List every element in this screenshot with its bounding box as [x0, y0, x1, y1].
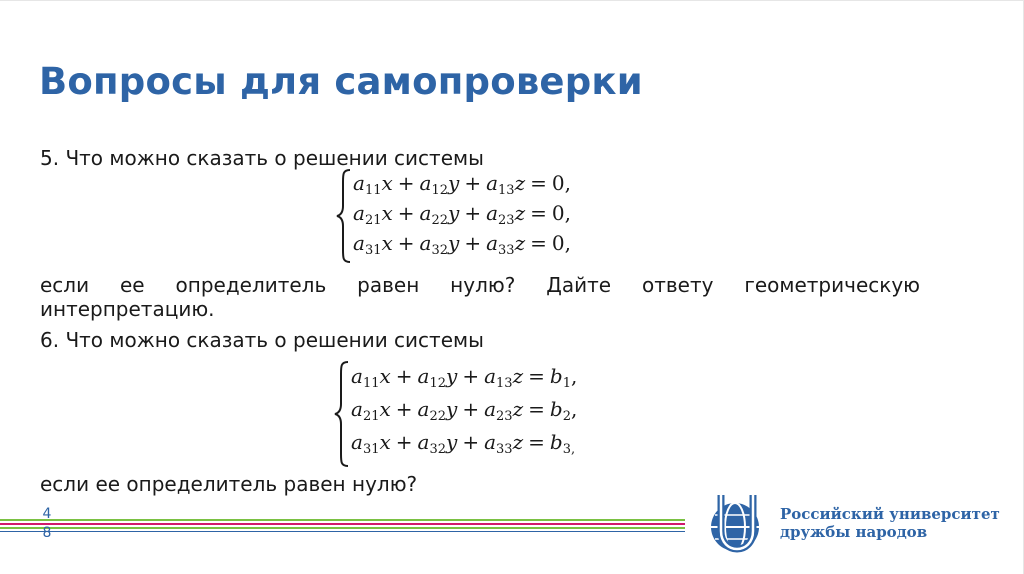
- page-number-digit: 4: [42, 506, 52, 522]
- rhs-symbol: b: [549, 397, 563, 421]
- variable: z: [512, 364, 524, 388]
- coefficient-symbol: a: [484, 430, 497, 454]
- variable: z: [514, 231, 526, 255]
- variable: z: [512, 430, 524, 454]
- coefficient-index: 22: [431, 213, 449, 228]
- coefficient-symbol: a: [353, 201, 365, 225]
- equation-row: [351, 426, 577, 459]
- variable: x: [379, 397, 391, 421]
- equals-sign: =: [528, 397, 545, 421]
- variable: x: [379, 430, 391, 454]
- slide-border-top: [0, 0, 1024, 1]
- brace-icon: [333, 360, 351, 468]
- coefficient-symbol: a: [351, 397, 363, 421]
- coefficient-index: 11: [362, 376, 380, 391]
- variable: z: [514, 201, 526, 225]
- coefficient-symbol: a: [419, 201, 432, 225]
- equation-row: [351, 360, 577, 393]
- variable: z: [512, 397, 524, 421]
- variable: x: [379, 364, 391, 388]
- coefficient-symbol: a: [351, 430, 363, 454]
- coefficient-index: 32: [429, 442, 447, 457]
- coefficient-index: 23: [496, 409, 513, 424]
- equals-sign: =: [530, 231, 547, 255]
- row-terminator: ,: [564, 171, 571, 195]
- row-terminator: ,: [570, 364, 578, 388]
- variable: y: [448, 201, 460, 225]
- variable: y: [446, 397, 458, 421]
- coefficient-index: 12: [431, 183, 449, 198]
- equation-row: [353, 198, 571, 228]
- coefficient-symbol: a: [484, 397, 497, 421]
- rhs-symbol: b: [549, 364, 563, 388]
- plus-sign: +: [462, 430, 480, 454]
- variable: x: [381, 171, 393, 195]
- rhs-index: 3,: [562, 442, 576, 457]
- stripe-green: [0, 519, 685, 521]
- equals-sign: =: [528, 364, 545, 388]
- coefficient-index: 22: [429, 409, 447, 424]
- coefficient-symbol: a: [486, 201, 499, 225]
- coefficient-index: 21: [364, 213, 382, 228]
- coefficient-index: 13: [496, 376, 513, 391]
- organization-name-line: дружбы народов: [780, 523, 928, 541]
- coefficient-symbol: a: [419, 231, 432, 255]
- coefficient-index: 11: [364, 183, 382, 198]
- plus-sign: +: [395, 364, 413, 388]
- rudn-globe-logo-icon: [707, 491, 767, 555]
- question-5-intro: 5. Что можно сказать о решении системы: [40, 146, 484, 170]
- variable: x: [381, 201, 393, 225]
- variable: y: [446, 430, 458, 454]
- coefficient-symbol: a: [486, 231, 499, 255]
- rhs-value: 0: [551, 201, 565, 225]
- rhs-index: 1: [562, 376, 571, 391]
- coefficient-index: 33: [498, 243, 515, 258]
- equals-sign: =: [530, 171, 547, 195]
- coefficient-symbol: a: [353, 231, 365, 255]
- plus-sign: +: [462, 364, 480, 388]
- plus-sign: +: [397, 201, 415, 225]
- coefficient-index: 32: [431, 243, 449, 258]
- variable: x: [381, 231, 393, 255]
- coefficient-index: 31: [362, 442, 380, 457]
- stripe-magenta: [0, 523, 685, 525]
- equation-row: [353, 168, 571, 198]
- variable: y: [448, 231, 460, 255]
- brace-icon: [335, 168, 353, 264]
- plus-sign: +: [395, 430, 413, 454]
- coefficient-symbol: a: [417, 397, 430, 421]
- row-terminator: ,: [570, 397, 578, 421]
- organization-name: [780, 505, 1000, 541]
- row-terminator: ,: [564, 231, 571, 255]
- question-6-followup: если ее определитель равен нулю?: [40, 472, 418, 496]
- coefficient-index: 21: [362, 409, 380, 424]
- equals-sign: =: [530, 201, 547, 225]
- coefficient-symbol: a: [417, 430, 430, 454]
- question-5-followup: если ее определитель равен нулю? Дайте ответу геометрическую интерпретацию.: [40, 273, 920, 321]
- coefficient-symbol: a: [484, 364, 497, 388]
- rhs-value: 0: [551, 171, 565, 195]
- page-title: Вопросы для самопроверки: [39, 60, 643, 103]
- coefficient-index: 12: [429, 376, 447, 391]
- plus-sign: +: [464, 171, 482, 195]
- equation-list: [351, 360, 577, 459]
- plus-sign: +: [464, 201, 482, 225]
- equation-row: [353, 228, 571, 258]
- rhs-symbol: b: [549, 430, 563, 454]
- variable: y: [448, 171, 460, 195]
- equals-sign: =: [528, 430, 545, 454]
- coefficient-symbol: a: [351, 364, 363, 388]
- coefficient-index: 13: [498, 183, 515, 198]
- coefficient-symbol: a: [419, 171, 432, 195]
- coefficient-index: 31: [364, 243, 382, 258]
- plus-sign: +: [397, 171, 415, 195]
- plus-sign: +: [464, 231, 482, 255]
- coefficient-index: 23: [498, 213, 515, 228]
- page-number-digit: 8: [42, 525, 52, 541]
- stripe-blue: [0, 531, 685, 532]
- organization-name-line: Российский университет: [780, 505, 1000, 523]
- plus-sign: +: [397, 231, 415, 255]
- page-number: [40, 505, 54, 543]
- plus-sign: +: [462, 397, 480, 421]
- equation-row: [351, 393, 577, 426]
- variable: z: [514, 171, 526, 195]
- coefficient-symbol: a: [486, 171, 499, 195]
- stripe-green: [0, 527, 685, 529]
- coefficient-symbol: a: [353, 171, 365, 195]
- question-6-intro: 6. Что можно сказать о решении системы: [40, 328, 484, 352]
- row-terminator: ,: [564, 201, 571, 225]
- variable: y: [446, 364, 458, 388]
- footer-stripes: [0, 519, 685, 533]
- coefficient-index: 33: [496, 442, 513, 457]
- rhs-index: 2: [562, 409, 571, 424]
- rhs-value: 0: [551, 231, 565, 255]
- coefficient-symbol: a: [417, 364, 430, 388]
- plus-sign: +: [395, 397, 413, 421]
- equation-list: [353, 168, 571, 258]
